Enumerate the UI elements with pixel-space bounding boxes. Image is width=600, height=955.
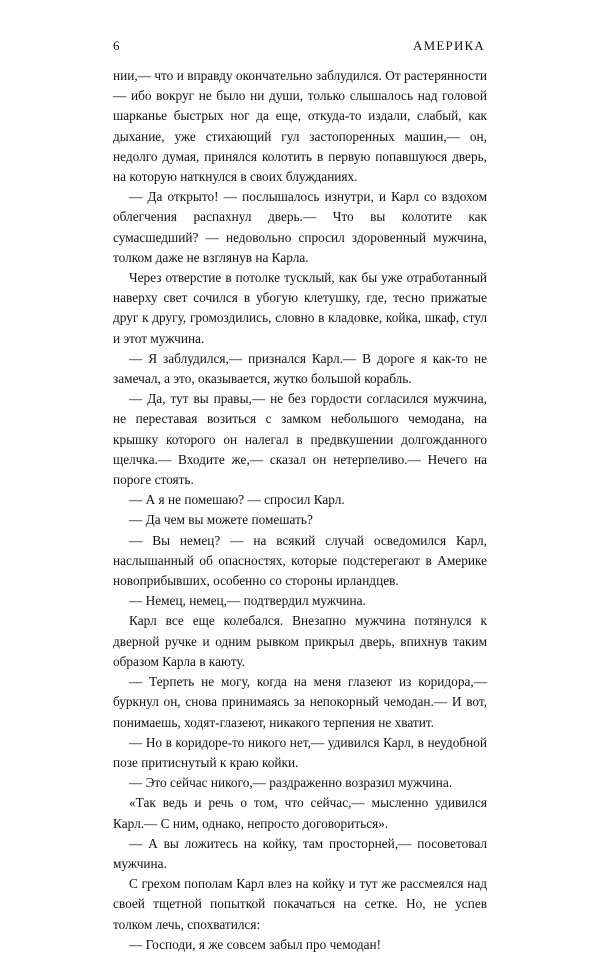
paragraph: — А вы ложитесь на койку, там просторней,— посоветовал мужчина.: [113, 835, 487, 871]
paragraph: — Да открыто! — послышалось изнутри, и Карл со вздохом облегчения распахнул дверь.— Что вы колотите как сумасшедший? — недовольно спросил здоровенный мужчина, толком даже не взглянув на Карла.: [113, 189, 487, 265]
paragraph: — Я заблудился,— признался Карл.— В дороге я как-то не замечал, а это, оказывается, жутко большой корабль.: [113, 350, 487, 387]
paragraph: — Но в коридоре-то никого нет,— удивился Карл, в неудобной позе притиснутый к краю койки.: [113, 734, 487, 770]
paragraph: — А я не помешаю? — спросил Карл.: [129, 492, 345, 508]
page-number: 6: [113, 38, 120, 53]
paragraph: С грехом пополам Карл влез на койку и тут же рассмеялся над своей тщетной попыткой покачаться на сетке. Но, не успев толком лечь, спохватился:: [113, 876, 487, 932]
paragraph: — Да чем вы можете помешать?: [129, 512, 313, 528]
paragraph: Через отверстие в потолке тусклый, как бы уже отработанный наверху свет сочился в убогую клетушку, где, тесно прижатые друг к другу, громоздились, словно в кладовке, койка, шкаф, стул и этот мужчина.: [113, 270, 487, 346]
paragraph: — Терпеть не могу, когда на меня глазеют из коридора,— буркнул он, снова принимаясь за непокорный чемодан.— И вот, понимаешь, ходят-глазеют, никакого терпения не хватит.: [113, 674, 487, 730]
running-head: [113, 38, 485, 56]
paragraph: «Так ведь и речь о том, что сейчас,— мысленно удивился Карл.— С ним, однако, непросто договориться».: [113, 795, 487, 831]
paragraph: — Господи, я же совсем забыл про чемодан!: [129, 936, 382, 952]
body-text: [113, 66, 487, 955]
paragraph: — Немец, немец,— подтвердил мужчина.: [129, 593, 366, 609]
paragraph: — Вы немец? — на всякий случай осведомился Карл, наслышанный об опасностях, которые подстерегают в Америке новоприбывших, особенно со стороны ирландцев.: [113, 532, 487, 589]
paragraph: — Да, тут вы правы,— не без гордости согласился мужчина, не переставая возиться с замком небольшого чемодана, на крышку которого он налегал в предвкушении долгожданного щелчка.— Входите же,— сказал он нетерпеливо.— Нечего на пороге стоять.: [113, 391, 487, 488]
paragraph: Карл все еще колебался. Внезапно мужчина потянулся к дверной ручке и одним рывком прикрыл дверь, впихнув таким образом Карла в каюту.: [113, 613, 487, 669]
book-title: АМЕРИКА: [413, 38, 485, 53]
paragraph: — Это сейчас никого,— раздраженно возразил мужчина.: [129, 775, 453, 791]
paragraph: нии,— что и вправду окончательно заблудился. От растерянности — ибо вокруг не было ни души, только слышалось над головой шарканье быстрых ног да еще, откуда-то издали, слабый, как дыхание, уже стихающий гул застопоренных машин,— он, недолго думая, принялся колотить в первую попавшуюся дверь, на которую наткнулся в своих блужданиях.: [113, 68, 487, 185]
